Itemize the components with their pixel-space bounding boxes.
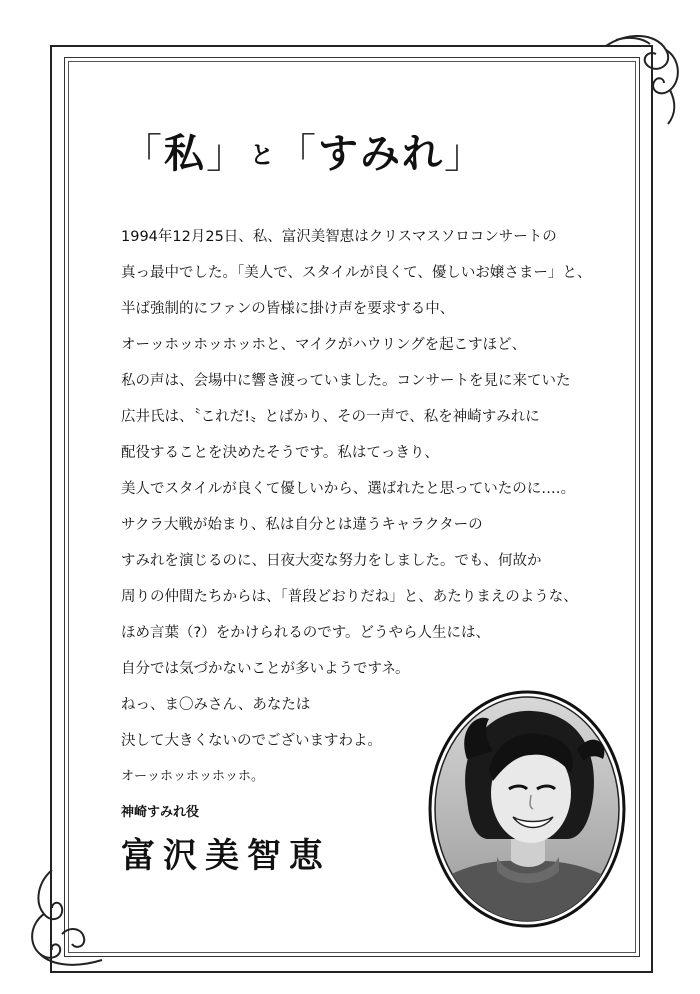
body-line: 真っ最中でした。「美人で、スタイルが良くて、優しいお嬢さまー」と、 [121, 265, 592, 281]
scroll-ornament-icon [596, 28, 686, 128]
signature-name: 富沢美智恵 [121, 836, 331, 876]
body-line: 配役することを決めたそうです。私はてっきり、 [121, 445, 439, 461]
body-line: 私の声は、会場中に響き渡っていました。コンサートを見に来ていた [121, 373, 571, 389]
scroll-ornament-icon [22, 864, 112, 974]
body-line: オーッホッホッホッホ。 [121, 769, 265, 784]
body-line: 半ば強制的にファンの皆様に掛け声を要求する中、 [121, 301, 455, 317]
title-bracket-open: 「 [122, 131, 164, 177]
body-line: 美人でスタイルが良くて優しいから、選ばれたと思っていたのに‥‥。 [121, 481, 576, 497]
body-line: 広井氏は、〝これだ!〟とばかり、その一声で、私を神崎すみれに [121, 409, 540, 425]
title-bracket-open-2: 「 [276, 131, 318, 177]
oval-portrait-photo [427, 689, 627, 929]
body-line: ねっ、ま〇みさん、あなたは [121, 697, 311, 713]
title-particle: と [250, 140, 274, 169]
body-line: 1994年12月25日、私、富沢美智恵はクリスマスソロコンサートの [121, 229, 557, 245]
title-word-watashi: 私 [164, 130, 206, 177]
page-title [122, 124, 486, 184]
body-line: 周りの仲間たちからは、「普段どおりだね」と、あたりまえのような、 [121, 589, 578, 605]
body-line: オーッホッホッホッホと、マイクがハウリングを起こすほど、 [121, 337, 527, 353]
title-word-sumire: すみれ [318, 130, 444, 177]
body-line: サクラ大戦が始まり、私は自分とは違うキャラクターの [121, 517, 483, 533]
body-line: 自分では気づかないことが多いようですネ。 [121, 661, 410, 677]
title-bracket-close-2: 」 [444, 131, 486, 177]
body-line: すみれを演じるのに、日夜大変な努力をしました。でも、何故か [121, 553, 542, 569]
body-line: 決して大きくないのでございますわよ。 [121, 733, 382, 749]
body-line: ほめ言葉（?）をかけられるのです。どうやら人生には、 [121, 625, 491, 641]
title-bracket-close: 」 [206, 131, 248, 177]
signature-role: 神崎すみれ役 [121, 805, 200, 820]
